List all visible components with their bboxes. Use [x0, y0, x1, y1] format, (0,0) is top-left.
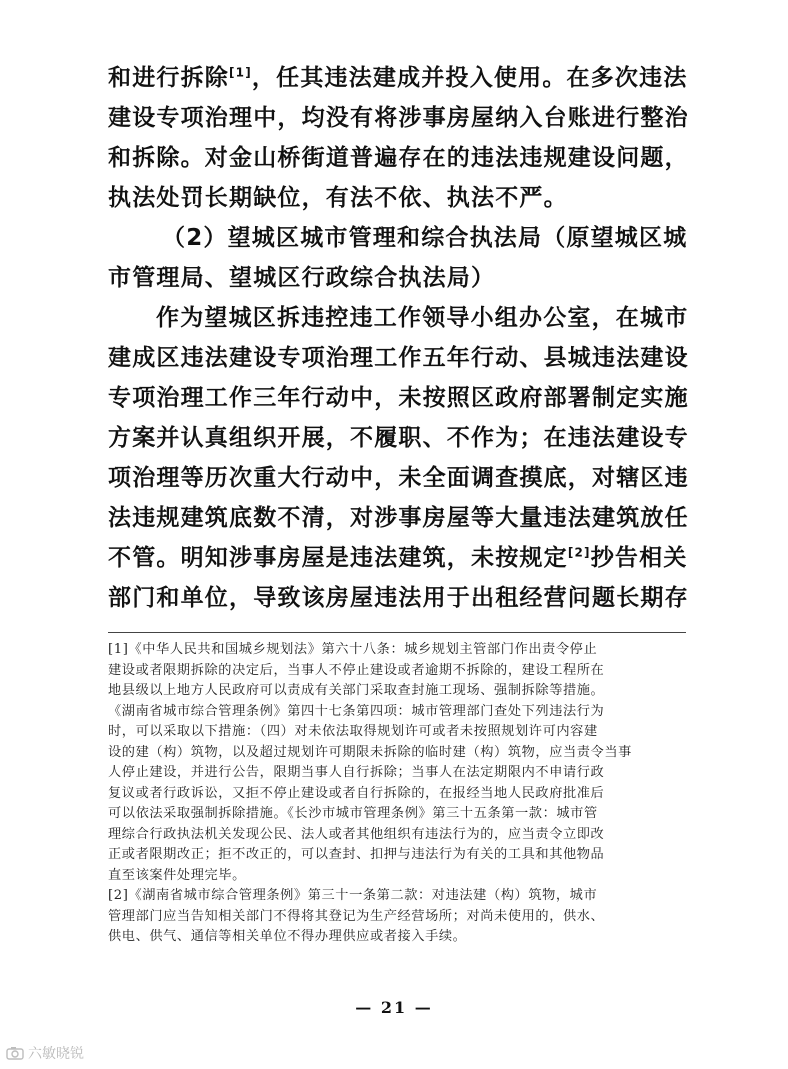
footnote-line: 管理部门应当告知相关部门不得将其登记为生产经营场所；对尚未使用的，供水、	[108, 908, 605, 924]
footnote-line: 理综合行政执法机关发现公民、法人或者其他组织有违法行为的，应当责令立即改	[108, 826, 605, 842]
body-line-13: 不管。明知涉事房屋是违法建筑，未按规定[2]抄告相关	[108, 545, 688, 571]
footnote-divider	[108, 632, 686, 633]
body-line-2: 建设专项治理中，均没有将涉事房屋纳入台账进行整治	[108, 105, 689, 131]
footnote-line: [2]《湖南省城市综合管理条例》第三十一条第二款：对违法建（构）筑物，城市	[108, 888, 598, 903]
footnote-line: [1]《中华人民共和国城乡规划法》第六十八条：城乡规划主管部门作出责令停止	[108, 642, 598, 657]
body-line-1: 和进行拆除[1]，任其违法建成并投入使用。在多次违法	[108, 65, 688, 91]
watermark	[6, 1043, 84, 1063]
body-line-12: 法违规建筑底数不清，对涉事房屋等大量违法建筑放任	[108, 505, 689, 531]
footnote-line: 地县级以上地方人民政府可以责成有关部门采取查封施工现场、强制拆除等措施。	[108, 683, 605, 698]
footnote-line: 建设或者限期拆除的决定后，当事人不停止建设或者逾期不拆除的，建设工程所在	[108, 662, 605, 678]
footnotes	[108, 640, 688, 948]
footnote-line: 人停止建设，并进行公告，限期当事人自行拆除；当事人在法定期限内不申请行政	[108, 765, 605, 780]
body-line-8: 建成区违法建设专项治理工作五年行动、县城违法建设	[108, 345, 689, 371]
body-line-10: 方案并认真组织开展，不履职、不作为；在违法建设专	[108, 425, 689, 451]
footnote-line: 时，可以采取以下措施：（四）对未依法取得规划许可或者未按照规划许可内容建	[108, 724, 598, 739]
footnote-line: 正或者限期改正；拒不改正的，可以查封、扣押与违法行为有关的工具和其他物品	[108, 847, 605, 862]
section-heading-line-1: （2）望城区城市管理和综合执法局（原望城区城	[162, 225, 688, 251]
footnote-line: 《湖南省城市综合管理条例》第四十七条第四项：城市管理部门查处下列违法行为	[108, 703, 605, 719]
body-line-7: 作为望城区拆违控违工作领导小组办公室，在城市	[156, 305, 689, 331]
body-text	[108, 58, 688, 618]
body-line-3: 和拆除。对金山桥街道普遍存在的违法违规建设问题，	[108, 145, 689, 171]
footnote-line: 直至该案件处理完毕。	[108, 867, 246, 883]
body-line-9: 专项治理工作三年行动中，未按照区政府部署制定实施	[108, 385, 689, 411]
body-line-14: 部门和单位，导致该房屋违法用于出租经营问题长期存	[108, 585, 689, 611]
body-line-11: 项治理等历次重大行动中，未全面调查摸底，对辖区违	[108, 465, 689, 491]
footnote-line: 设的建（构）筑物，以及超过规划许可期限未拆除的临时建（构）筑物，应当责令当事	[108, 744, 632, 760]
footnote-ref-2[interactable]: [2]	[567, 545, 591, 560]
watermark-text: 六敏晓锐	[28, 1046, 84, 1062]
section-heading-line-2: 市管理局、望城区行政综合执法局）	[108, 265, 496, 291]
page-number: — 21 —	[355, 998, 433, 1017]
footnote-line: 复议或者行政诉讼，又拒不停止建设或者自行拆除的，在报经当地人民政府批准后	[108, 785, 605, 801]
footnote-line: 供电、供气、通信等相关单位不得办理供应或者接入手续。	[108, 929, 467, 944]
body-line-4: 执法处罚长期缺位，有法不依、执法不严。	[108, 185, 568, 211]
footnote-line: 可以依法采取强制拆除措施。《长沙市城市管理条例》第三十五条第一款：城市管	[108, 806, 598, 821]
footnote-ref-1[interactable]: [1]	[229, 65, 252, 80]
camera-logo-icon	[6, 1046, 24, 1060]
